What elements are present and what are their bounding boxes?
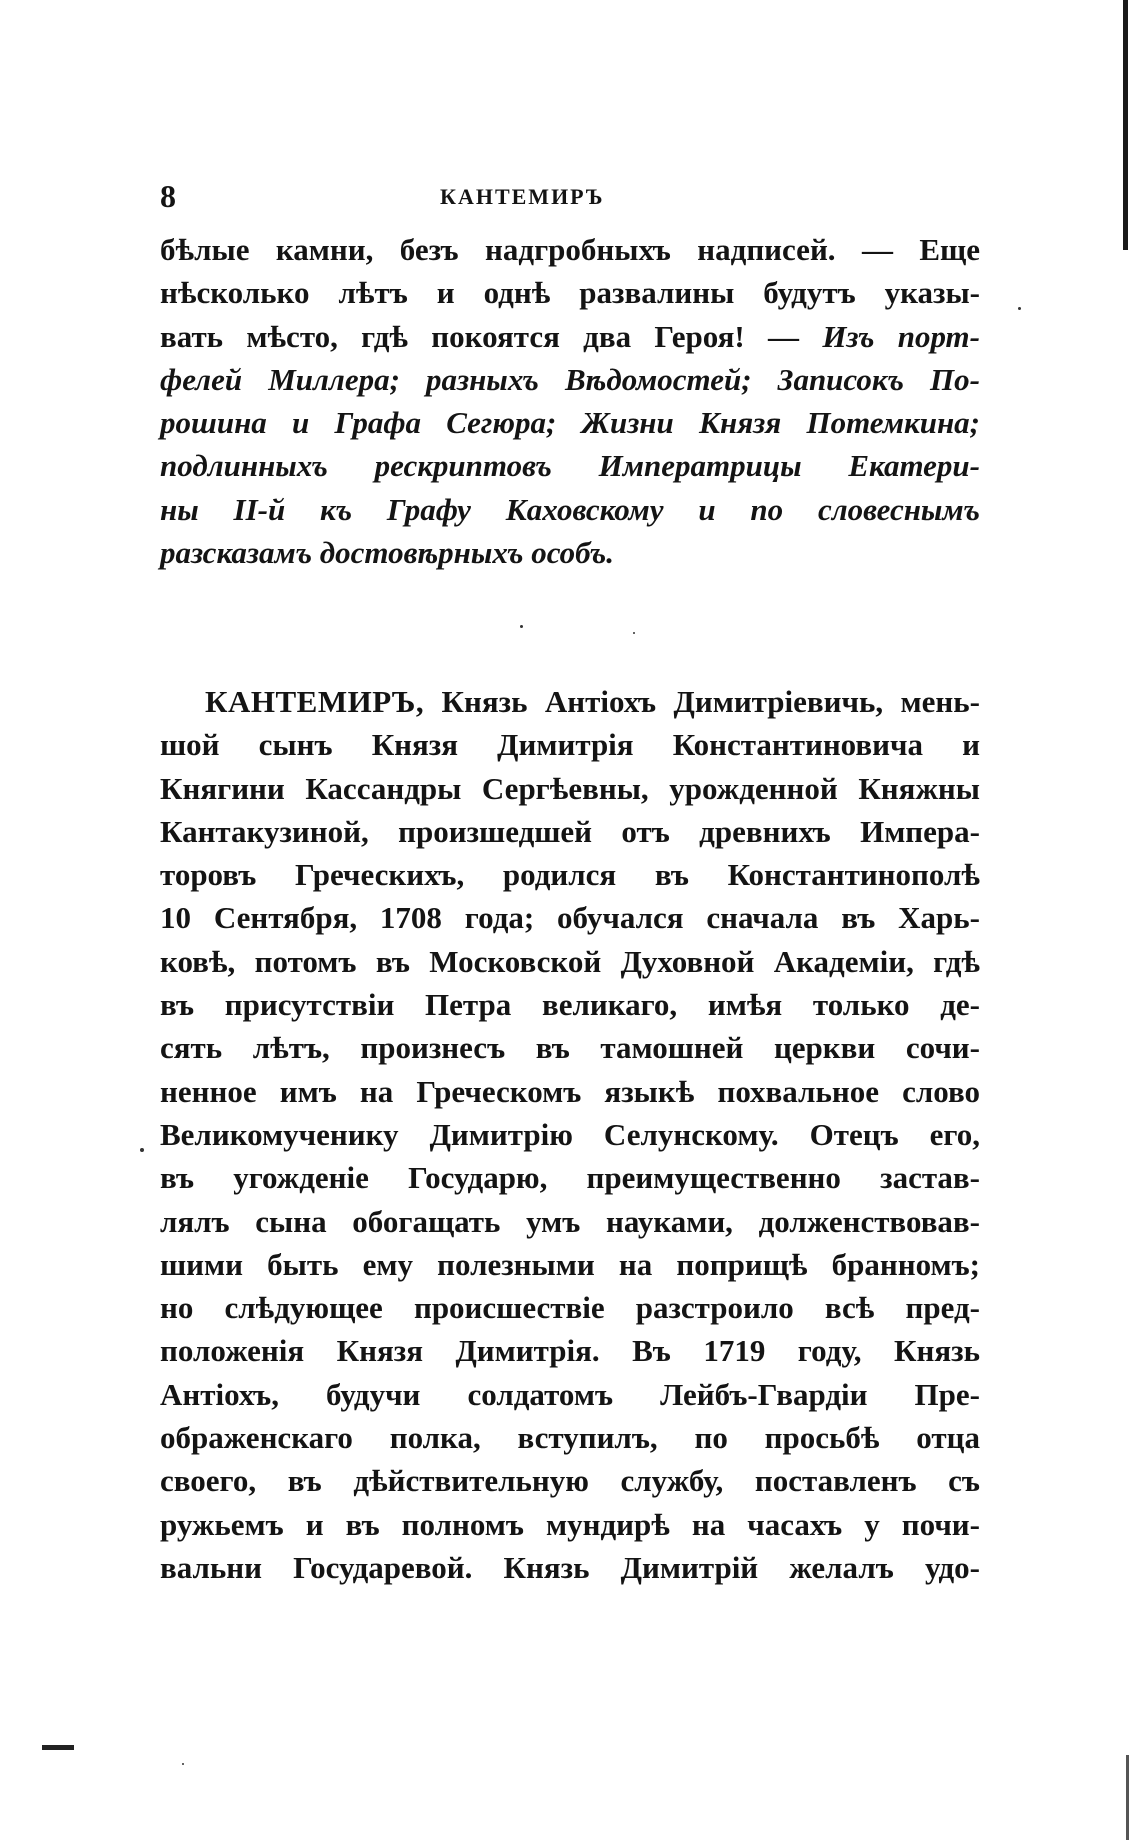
text-line: рошина и Графа Сегюра; Жизни Князя Потемкина; [160,405,980,441]
text-line: ружьемъ и въ полномъ мундирѣ на часахъ у почи- [160,1506,980,1542]
text-line: шими быть ему полезными на поприщѣ бранномъ; [160,1246,980,1282]
print-speck [182,1763,184,1765]
text-line: фелей Миллера; разныхъ Вѣдомостей; Записокъ По- [160,361,980,397]
text-line: ненное имъ на Греческомъ языкѣ похвальное слово [160,1073,980,1109]
print-speck [140,1148,144,1152]
text-line: торовъ Греческихъ, родился въ Константинополѣ [160,857,980,893]
text-line: бѣлые камни, безъ надгробныхъ надписей. — Еще [160,232,980,267]
text-line-plain: вать мѣсто, гдѣ покоятся два Героя! — [160,318,823,354]
text-line: 10 Сентября, 1708 года; обучался сначала въ Харь- [160,900,980,936]
text-line: разсказамъ достовѣрныхъ особъ. [160,535,614,571]
page-number: 8 [160,178,176,214]
text-line: въ присутствіи Петра великаго, имѣя только де- [160,987,980,1023]
text-line: нѣсколько лѣтъ и однѣ развалины будутъ указы- [160,275,980,311]
text-line: ны II-й къ Графу Каховскому и по словеснымъ [160,491,980,527]
running-head: КАНТЕМИРЪ [440,184,605,209]
article-first-line-text: Князь Антіохъ Димитріевичь, мень- [424,684,980,719]
margin-mark [42,1745,74,1750]
text-line: въ угожденіе Государю, преимущественно застав- [160,1160,980,1196]
article-headword: КАНТЕМИРЪ, [205,684,425,719]
binding-edge [1123,0,1128,250]
print-speck [1018,307,1021,310]
text-line: Великомученику Димитрію Селунскому. Отецъ его, [160,1116,980,1152]
text-line: Антіохъ, будучи солдатомъ Лейбъ-Гвардіи Пре- [160,1376,980,1412]
text-line: Кантакузиной, произшедшей отъ древнихъ Импера- [160,813,980,849]
text-line: шой сынъ Князя Димитрія Константиновича и [160,727,980,763]
text-line: Княгини Кассандры Сергѣевны, урожденной Княжны [160,770,980,806]
text-line: подлинныхъ рескриптовъ Императрицы Екатери- [160,448,980,484]
print-speck [633,632,635,634]
print-speck [520,625,523,628]
text-line: положенія Князя Димитрія. Въ 1719 году, Князь [160,1333,980,1369]
text-line [160,315,980,358]
text-line: лялъ сына обогащать умъ науками, долженствовав- [160,1203,980,1239]
text-line: своего, въ дѣйствительную службу, поставленъ съ [160,1463,980,1499]
article-paragraph [160,680,980,1589]
text-line: вальни Государевой. Князь Димитрій желалъ удо- [160,1549,980,1585]
page-header [160,178,980,218]
binding-edge-lower [1126,1755,1129,1840]
text-line: ковѣ, потомъ въ Московской Духовной Академіи, гдѣ [160,943,980,979]
intro-paragraph [160,228,980,574]
text-line-italic: Изъ порт- [822,318,980,354]
text-line: но слѣдующее происшествіе разстроило всѣ пред- [160,1290,980,1326]
text-line: ображенскаго полка, вступилъ, по просьбѣ отца [160,1420,980,1456]
text-line: сять лѣтъ, произнесъ въ тамошней церкви сочи- [160,1030,980,1066]
article-first-line [160,680,980,723]
